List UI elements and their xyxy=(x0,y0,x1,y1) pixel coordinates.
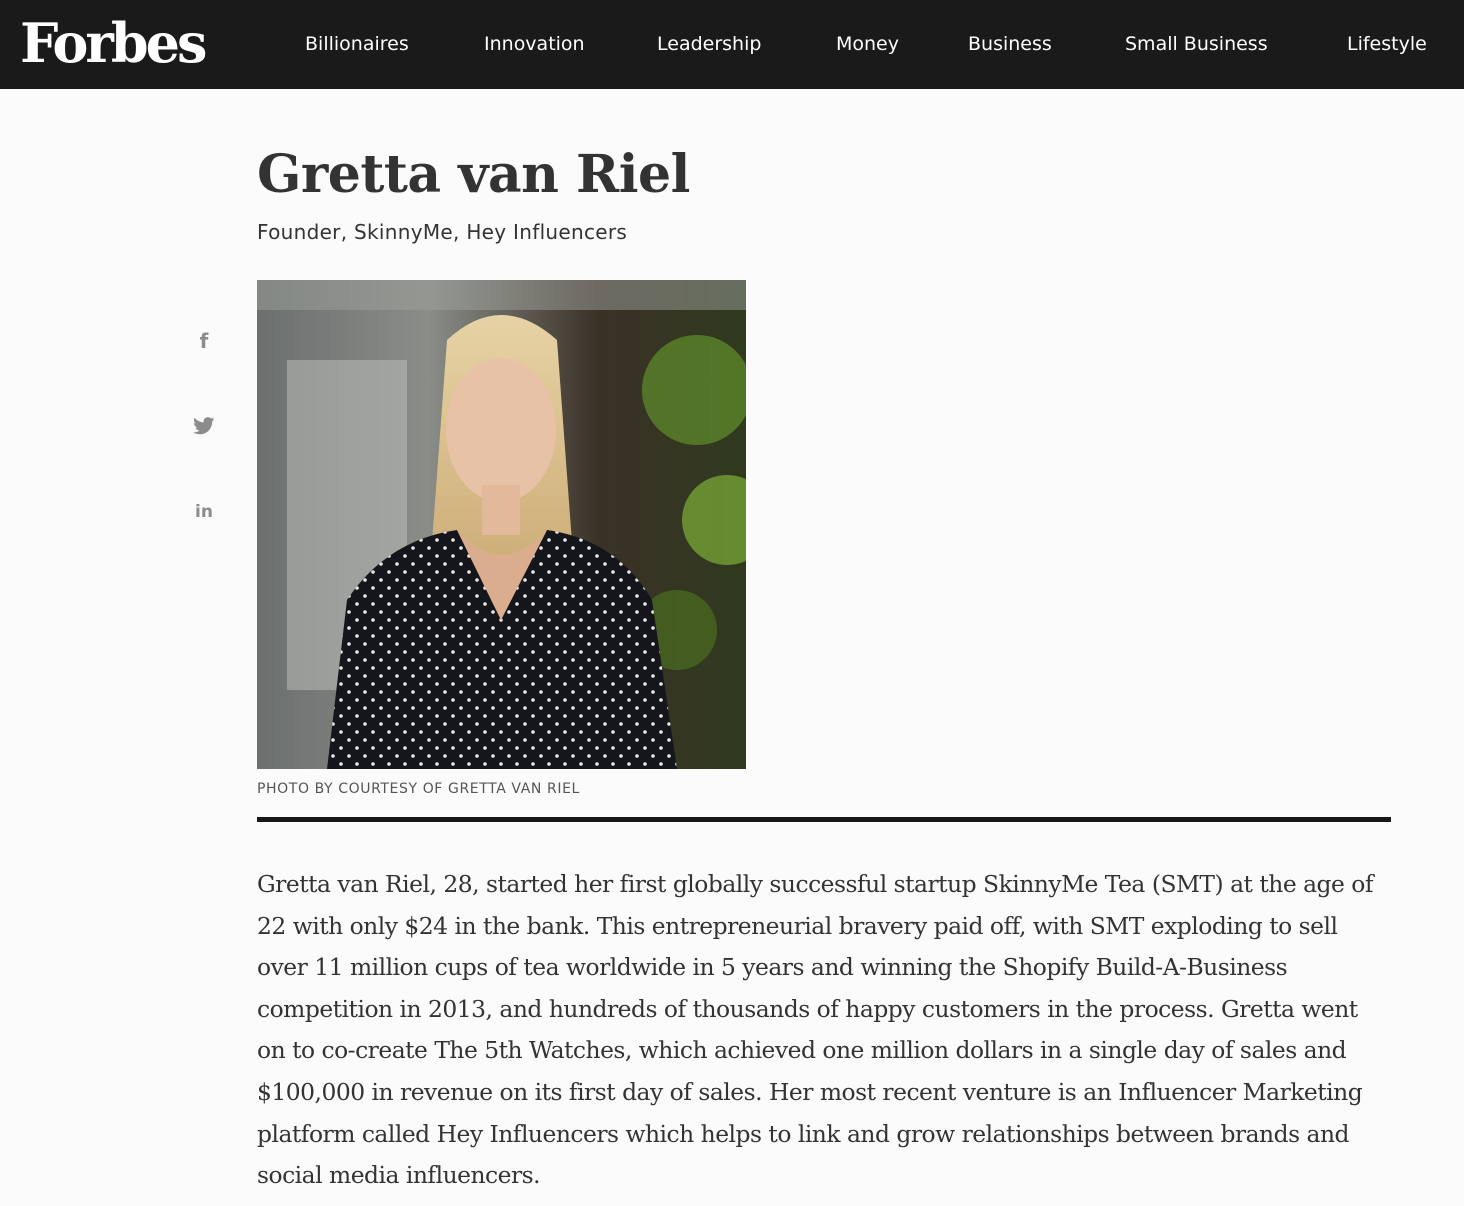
nav-lifestyle[interactable]: Lifestyle xyxy=(1347,33,1427,55)
twitter-icon xyxy=(193,417,215,435)
profile-bio: Gretta van Riel, 28, started her first globally successful startup SkinnyMe Tea (SMT) at the age of 22 with only $24 in the bank. This entrepreneurial bravery paid off, with SMT exploding to sell over 11 million cups of tea worldwide in 5 years and winning the Shopify Build-A-Business competition in 2013, and hundreds of thousands of happy customers in the process. Gretta went on to co-create The 5th Watches, which achieved one million dollars in a single day of sales and $100,000 in revenue on its first day of sales. Her most recent venture is an Influencer Marketing platform called Hey Influencers which helps to link and grow relationships between brands and social media influencers. xyxy=(257,870,1374,1190)
linkedin-icon: in xyxy=(195,502,213,522)
forbes-logo[interactable]: Forbes xyxy=(20,11,205,75)
photo-credit: PHOTO BY COURTESY OF GRETTA VAN RIEL xyxy=(257,781,580,797)
profile-name: Gretta van Riel xyxy=(257,144,690,205)
share-facebook-button[interactable] xyxy=(186,323,222,359)
nav-business[interactable]: Business xyxy=(968,33,1052,55)
nav-money[interactable]: Money xyxy=(836,33,899,55)
profile-photo xyxy=(257,280,746,769)
profile-title: Founder, SkinnyMe, Hey Influencers xyxy=(257,220,628,244)
nav-small-business[interactable]: Small Business xyxy=(1125,33,1268,55)
facebook-icon: f xyxy=(199,329,209,353)
nav-leadership[interactable]: Leadership xyxy=(657,33,762,55)
nav-innovation[interactable]: Innovation xyxy=(484,33,585,55)
share-twitter-button[interactable] xyxy=(186,408,222,444)
section-divider xyxy=(257,817,1391,822)
nav-billionaires[interactable]: Billionaires xyxy=(305,33,409,55)
top-navigation-bar xyxy=(0,0,1464,89)
share-linkedin-button[interactable] xyxy=(186,494,222,530)
